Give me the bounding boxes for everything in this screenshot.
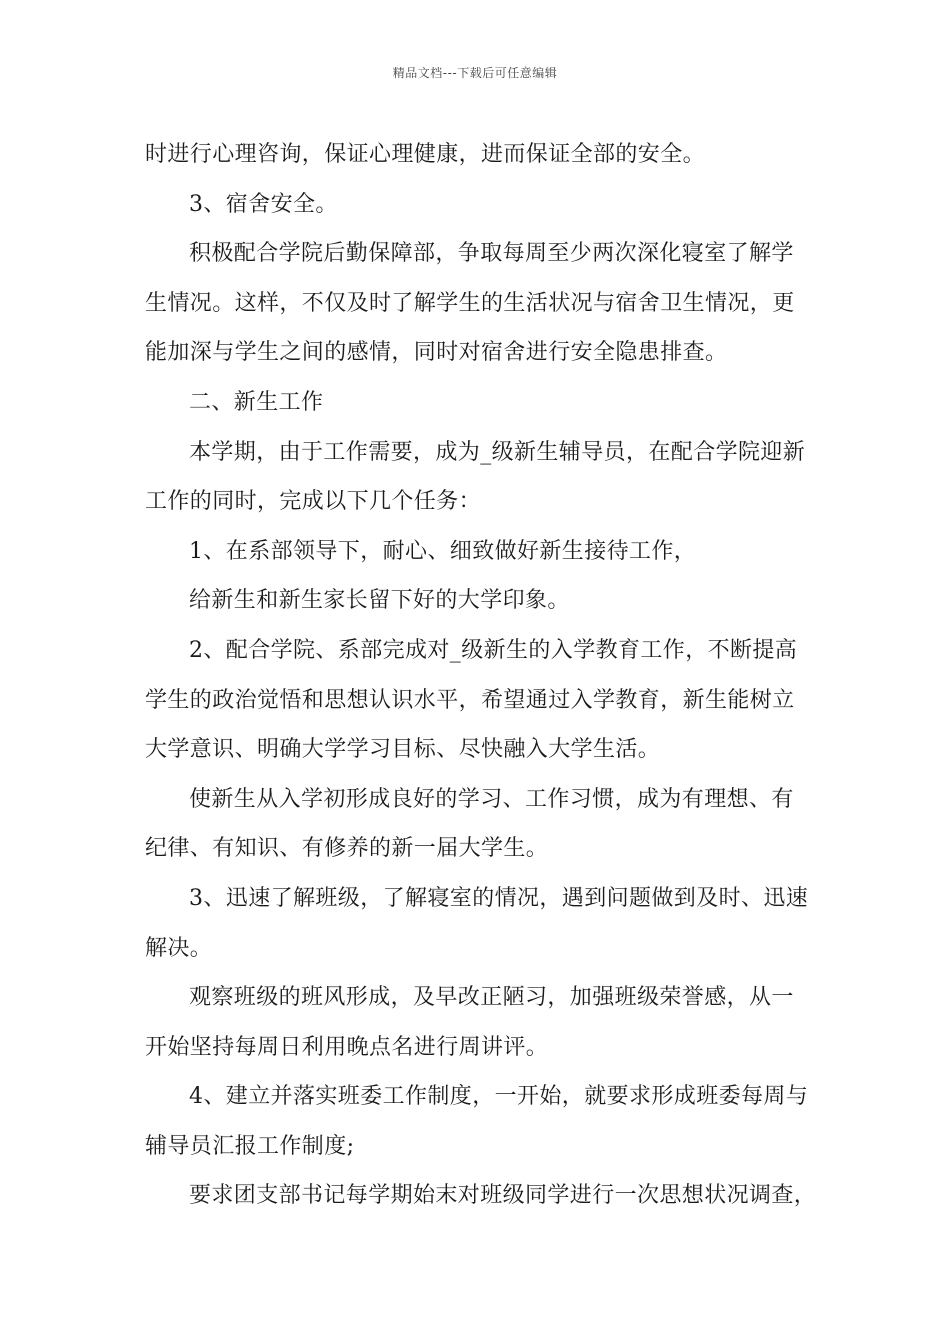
- text-line: 1、在系部领导下，耐心、细致做好新生接待工作，: [189, 538, 697, 564]
- text-line: 使新生从入学初形成良好的学习、工作习惯，成为有理想、有: [189, 786, 794, 812]
- paragraph: [145, 180, 807, 230]
- text-line: 学生的政治觉悟和思想认识水平，希望通过入学教育，新生能树立: [145, 687, 795, 713]
- text-line: 2、配合学院、系部完成对_级新生的入学教育工作，不断提高: [189, 637, 798, 663]
- paragraph: [145, 378, 807, 428]
- paragraph: [145, 874, 807, 973]
- text-line: 解决。: [145, 935, 213, 961]
- paragraph: [145, 576, 807, 626]
- paragraph: [145, 775, 807, 874]
- text-line: 3、宿舍安全。: [189, 191, 338, 217]
- document-body: [145, 130, 817, 1221]
- paragraph: [145, 1171, 817, 1221]
- text-line: 工作的同时，完成以下几个任务：: [145, 489, 482, 515]
- text-line: 能加深与学生之间的感情，同时对宿舍进行安全隐患排查。: [145, 340, 728, 366]
- text-line: 4、建立并落实班委工作制度，一开始，就要求形成班委每周与: [189, 1084, 809, 1110]
- paragraph: [145, 626, 807, 775]
- text-line: 大学意识、明确大学学习目标、尽快融入大学生活。: [145, 737, 661, 763]
- paragraph: [145, 1072, 807, 1171]
- text-line: 纪律、有知识、有修养的新一届大学生。: [145, 836, 549, 862]
- paragraph: [145, 527, 807, 577]
- text-line: 给新生和新生家长留下好的大学印象。: [189, 588, 570, 614]
- page-header: 精品文档---下载后可任意编辑: [392, 66, 558, 80]
- paragraph: [145, 130, 807, 180]
- text-line: 积极配合学院后勤保障部，争取每周至少两次深化寝室了解学: [189, 241, 794, 267]
- text-line: 开始坚持每周日利用晚点名进行周讲评。: [145, 1034, 549, 1060]
- text-line: 观察班级的班风形成，及早改正陋习，加强班级荣誉感，从一: [189, 985, 794, 1011]
- paragraph: [145, 229, 807, 378]
- paragraph: [145, 428, 807, 527]
- text-line: 3、迅速了解班级，了解寝室的情况，遇到问题做到及时、迅速: [189, 885, 809, 911]
- paragraph: [145, 973, 807, 1072]
- text-line: 辅导员汇报工作制度;: [145, 1133, 355, 1159]
- text-line: 二、新生工作: [189, 389, 324, 415]
- text-line: 本学期，由于工作需要，成为_级新生辅导员，在配合学院迎新: [189, 439, 806, 465]
- text-line: 时进行心理咨询，保证心理健康，进而保证全部的安全。: [145, 142, 706, 167]
- text-line: 要求团支部书记每学期始末对班级同学进行一次思想状况调查，: [189, 1183, 817, 1209]
- text-line: 生情况。这样，不仅及时了解学生的生活状况与宿舍卫生情况，更: [145, 290, 795, 316]
